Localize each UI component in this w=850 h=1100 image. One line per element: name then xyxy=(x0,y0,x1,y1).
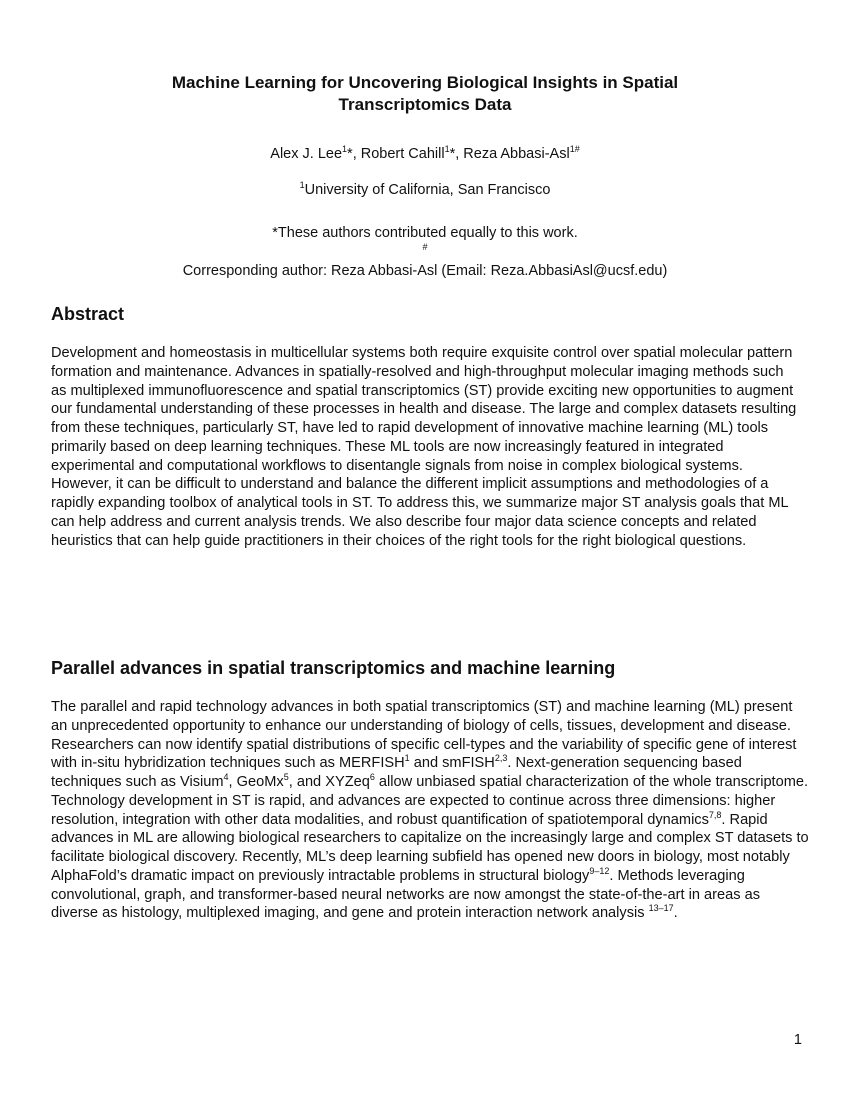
author-affiliation-mark: 1 xyxy=(444,144,450,154)
citation-ref: 1 xyxy=(404,753,410,764)
corresponding-author-text: Corresponding author: Reza Abbasi-Asl (Email: Reza.AbbasiAsl@ucsf.edu) xyxy=(182,263,668,279)
citation-ref: 6 xyxy=(369,772,375,782)
body-text-run: , and XYZeq xyxy=(288,774,370,790)
author-name: Reza Abbasi-Asl xyxy=(463,146,570,162)
corresponding-mark: # xyxy=(422,242,428,252)
author-affiliation-mark: 1# xyxy=(569,144,580,154)
page-number: 1 xyxy=(793,1032,802,1048)
author-name: Robert Cahill xyxy=(360,146,445,162)
body-text-run: The parallel and rapid technology advances in both spatial transcriptomics (ST) and machine learning (ML) present an unprecedented opportunity to enhance our understanding of biology of cells, tissues, development and disease. Researchers can now identify spatial distributions of specific cell-types and the variability of specific gene of interest with in-situ hybridization techniques such as MERFISH xyxy=(51,699,797,772)
affiliation-mark: 1 xyxy=(299,180,305,190)
section-body-text xyxy=(51,698,811,923)
author-list xyxy=(100,145,750,163)
citation-ref: 9–12 xyxy=(589,865,610,876)
author-affiliation-mark: 1 xyxy=(342,144,348,154)
citation-ref: 13–17 xyxy=(648,903,674,914)
author-separator: *, xyxy=(347,146,361,162)
body-text-run: . Rapid advances in ML are allowing biological researchers to capitalize on the increasingly large and complex ST datasets to facilitate biological discovery. Recently, ML’s deep learning subfield has opened new doors in biology, most notably AlphaFold’s dramatic impact on previously intractable problems in structural biology xyxy=(51,811,809,884)
affiliation xyxy=(100,181,750,199)
abstract-text: Development and homeostasis in multicellular systems both require exquisite control over spatial molecular pattern formation and maintenance. Advances in spatially-resolved and high-throughput molecular imaging methods such as multiplexed immunofluorescence and spatial transcriptomics (ST) provide exciting new opportunities to augment our fundamental understanding of these processes in health and disease. The large and complex datasets resulting from these techniques, particularly ST, have led to rapid development of innovative machine learning (ML) tools primarily based on deep learning techniques. These ML tools are now increasingly featured in integrated experimental and computational workflows to disentangle signals from noise in complex biological systems. However, it can be difficult to understand and balance the different implicit assumptions and methodologies of a rapidly expanding toolbox of analytical tools in ST. To address this, we summarize major ST analysis goals that ML can help address and current analysis trends. We also describe four major data science concepts and related heuristics that can help guide practitioners in their choices of the right tools for the right biological questions. xyxy=(51,345,797,549)
corresponding-author-note xyxy=(60,243,790,281)
body-text-run: . Next-generation sequencing based techniques such as Visium xyxy=(51,755,742,790)
paper-title-line-1: Machine Learning for Uncovering Biological Insights in Spatial xyxy=(171,73,679,92)
paper-title xyxy=(100,72,750,116)
author-separator: *, xyxy=(449,146,464,162)
body-text-run: and smFISH xyxy=(409,755,495,772)
section-heading: Parallel advances in spatial transcriptomics and machine learning xyxy=(51,658,616,678)
citation-ref: 7,8 xyxy=(708,809,722,820)
body-text-run: . xyxy=(673,905,678,922)
author-notes xyxy=(60,224,790,281)
body-text-run: , GeoMx xyxy=(228,774,284,790)
body-text-run: . Methods leveraging convolutional, graph, and transformer-based neural networks are now amongst the state-of-the-art in areas as diverse as histology, multiplexed imaging, and gene and protein interaction network analysis xyxy=(51,867,760,922)
body-text-run: allow unbiased spatial characterization of the whole transcriptome. Technology development in ST is rapid, and advances are expected to continue across three dimensions: higher resolution, integration with other data modalities, and robust quantification of spatiotemporal dynamics xyxy=(51,774,809,828)
affiliation-text: University of California, San Francisco xyxy=(304,182,551,198)
abstract-heading: Abstract xyxy=(51,304,125,324)
equal-contribution-note: *These authors contributed equally to this work. xyxy=(272,225,578,241)
paper-title-line-2: Transcriptomics Data xyxy=(338,95,512,114)
citation-ref: 5 xyxy=(283,772,289,782)
citation-ref: 4 xyxy=(223,772,229,782)
author-name: Alex J. Lee xyxy=(270,146,343,162)
citation-ref: 2,3 xyxy=(494,753,508,764)
